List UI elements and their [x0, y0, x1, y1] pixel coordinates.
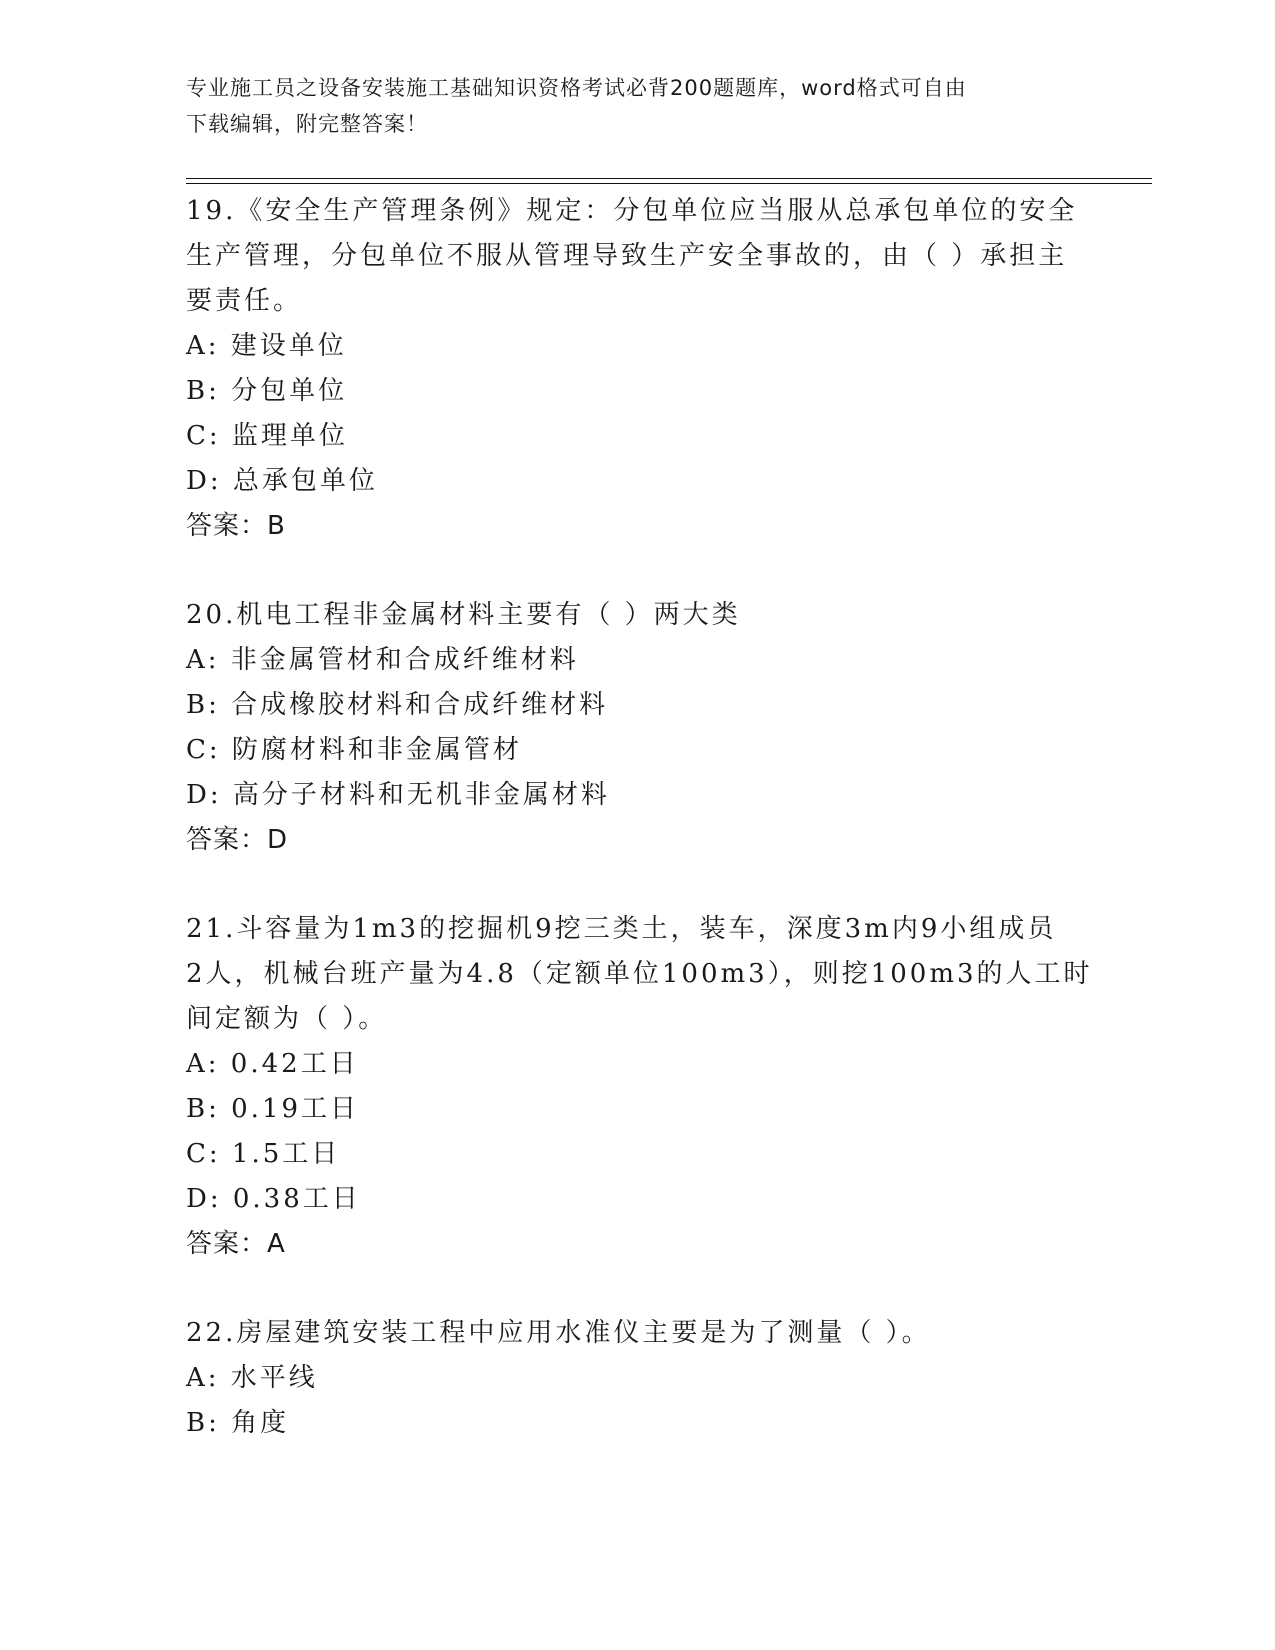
option-c: C: 防腐材料和非金属管材 — [186, 735, 522, 765]
question-text-line: 生产管理，分包单位不服从管理导致生产安全事故的，由（ ）承担主 — [186, 241, 1068, 271]
option-a: A: 0.42工日 — [186, 1049, 359, 1079]
option-a: A: 建设单位 — [186, 331, 347, 361]
option-c: C: 1.5工日 — [186, 1139, 341, 1169]
question-text-line: 间定额为（ ）。 — [186, 1004, 388, 1034]
option-b: B: 分包单位 — [186, 376, 348, 406]
option-d: D: 总承包单位 — [186, 466, 378, 496]
answer-line: 答案：D — [186, 825, 289, 855]
option-b: B: 0.19工日 — [186, 1094, 360, 1124]
question-text-line: 22.房屋建筑安装工程中应用水准仪主要是为了测量（ ）。 — [186, 1318, 931, 1348]
question-list — [186, 189, 1152, 1490]
question-text-line: 20.机电工程非金属材料主要有（ ）两大类 — [186, 600, 741, 630]
document-title-line-2: 下载编辑，附完整答案！ — [186, 112, 428, 136]
option-d: D: 高分子材料和无机非金属材料 — [186, 780, 610, 810]
question-20 — [186, 593, 1152, 863]
option-a: A: 水平线 — [186, 1363, 318, 1393]
document-title-line-1: 专业施工员之设备安装施工基础知识资格考试必背200题题库，word格式可自由 — [186, 76, 967, 100]
option-b: B: 角度 — [186, 1408, 290, 1438]
question-text-line: 21.斗容量为1m3的挖掘机9挖三类土，装车，深度3m内9小组成员 — [186, 914, 1057, 944]
question-text-line: 要责任。 — [186, 286, 303, 316]
answer-line: 答案：B — [186, 511, 286, 541]
answer-line: 答案：A — [186, 1229, 286, 1259]
question-19 — [186, 189, 1152, 549]
option-c: C: 监理单位 — [186, 421, 348, 451]
option-a: A: 非金属管材和合成纤维材料 — [186, 645, 579, 675]
option-d: D: 0.38工日 — [186, 1184, 361, 1214]
document-page — [186, 70, 1152, 1438]
question-22 — [186, 1311, 1152, 1446]
question-text-line: 2人，机械台班产量为4.8（定额单位100m3），则挖100m3的人工时 — [186, 959, 1093, 989]
question-21 — [186, 907, 1152, 1267]
option-b: B: 合成橡胶材料和合成纤维材料 — [186, 690, 609, 720]
question-text-line: 19.《安全生产管理条例》规定：分包单位应当服从总承包单位的安全 — [186, 196, 1078, 226]
header-double-rule — [186, 178, 1152, 184]
